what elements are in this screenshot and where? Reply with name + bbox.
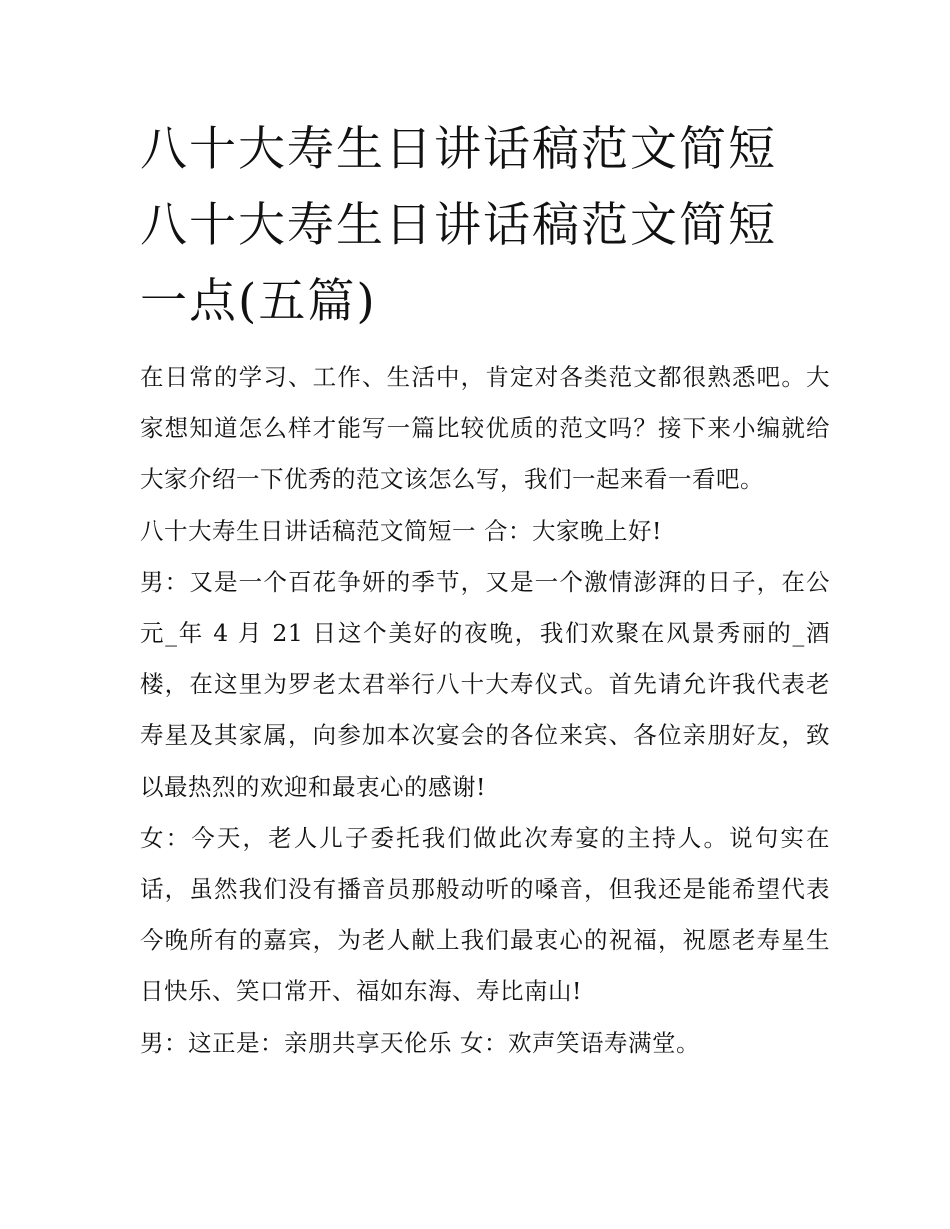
document-title (140, 112, 830, 340)
title-line: 八十大寿生日讲话稿范文简短 (140, 122, 777, 177)
document-body (140, 352, 830, 1069)
dialogue-paragraph: 男：这正是：亲朋共享天伦乐 女：欢声笑语寿满堂。 (140, 1028, 700, 1057)
intro-paragraph: 在日常的学习、工作、生活中，肯定对各类范文都很熟悉吧。大家想知道怎么样才能写一篇比较优质的范文吗？接下来小编就给大家介绍一下优秀的范文该怎么写，我们一起来看一看吧。 (140, 363, 830, 494)
female-host-paragraph: 女：今天，老人儿子委托我们做此次寿宴的主持人。说句实在话，虽然我们没有播音员那般动听的嗓音，但我还是能希望代表今晚所有的嘉宾，为老人献上我们最衷心的祝福，祝愿老寿星生日快乐、笑口常开、福如东海、寿比南山! (140, 823, 830, 1006)
title-line: 一点(五篇) (140, 274, 377, 329)
title-line: 八十大寿生日讲话稿范文简短 (140, 198, 777, 253)
male-host-paragraph: 男：又是一个百花争妍的季节，又是一个激情澎湃的日子，在公元_年 4 月 21 日这个美好的夜晚，我们欢聚在风景秀丽的_酒楼，在这里为罗老太君举行八十大寿仪式。首先请允许我代表老寿星及其家属，向参加本次宴会的各位来宾、各位亲朋好友，致以最热烈的欢迎和最衷心的感谢! (140, 567, 830, 801)
speech-opening-paragraph: 八十大寿生日讲话稿范文简短一 合：大家晚上好! (140, 516, 662, 545)
